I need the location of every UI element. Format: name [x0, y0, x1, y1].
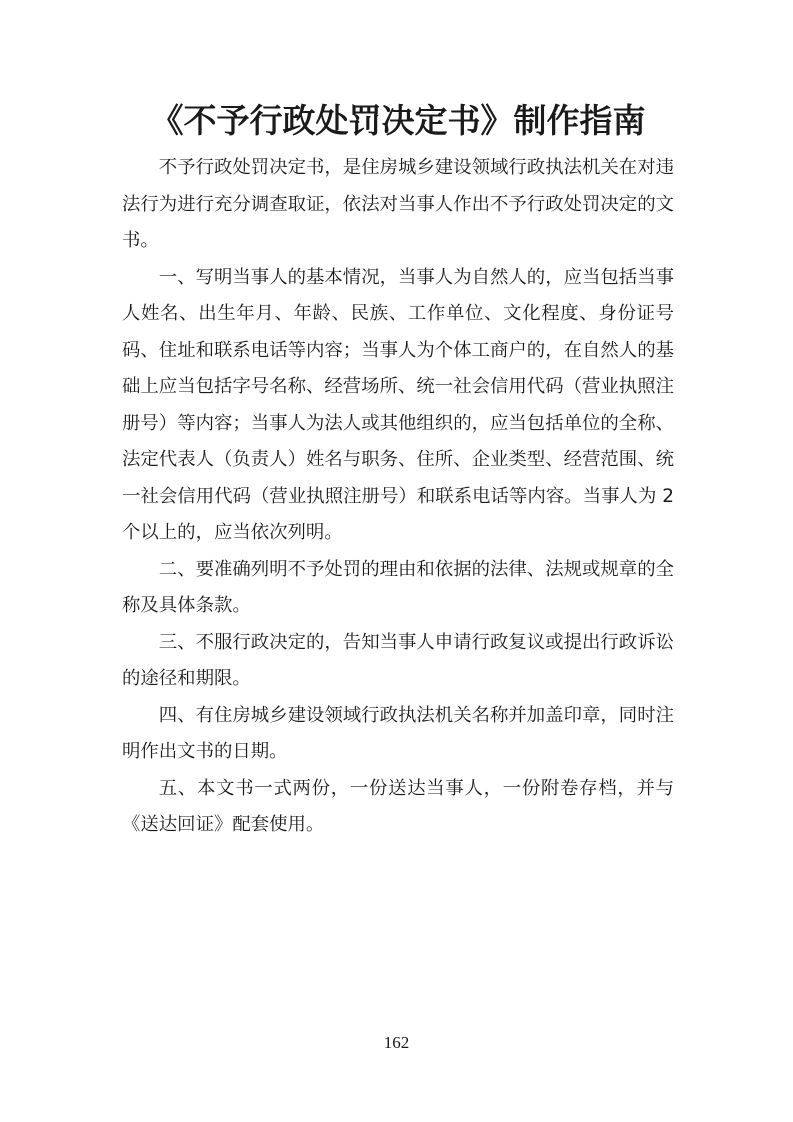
document-page: [122, 98, 674, 844]
rule-3-paragraph: 三、不服行政决定的，告知当事人申请行政复议或提出行政诉讼的途径和期限。: [122, 631, 674, 689]
rule-1-paragraph: 一、写明当事人的基本情况，当事人为自然人的，应当包括当事人姓名、出生年月、年龄、民族、工作单位、文化程度、身份证号码、住址和联系电话等内容；当事人为个体工商户的，在自然人的基础上应当包括字号名称、经营场所、统一社会信用代码（营业执照注册号）等内容；当事人为法人或其他组织的，应当包括单位的全称、法定代表人（负责人）姓名与职务、住所、企业类型、经营范围、统一社会信用代码（营业执照注册号）和联系电话等内容。当事人为 2 个以上的，应当依次列明。: [122, 266, 674, 543]
page-number: 162: [383, 1033, 410, 1052]
rule-2-paragraph: 二、要准确列明不予处罚的理由和依据的法律、法规或规章的全称及具体条款。: [122, 558, 674, 616]
intro-paragraph: 不予行政处罚决定书，是住房城乡建设领域行政执法机关在对违法行为进行充分调查取证，依法对当事人作出不予行政处罚决定的文书。: [122, 157, 674, 251]
rule-4-paragraph: 四、有住房城乡建设领域行政执法机关名称并加盖印章，同时注明作出文书的日期。: [122, 704, 674, 762]
rule-5-paragraph: 五、本文书一式两份，一份送达当事人，一份附卷存档，并与《送达回证》配套使用。: [122, 777, 674, 835]
document-title: 《不予行政处罚决定书》制作指南: [150, 101, 646, 140]
